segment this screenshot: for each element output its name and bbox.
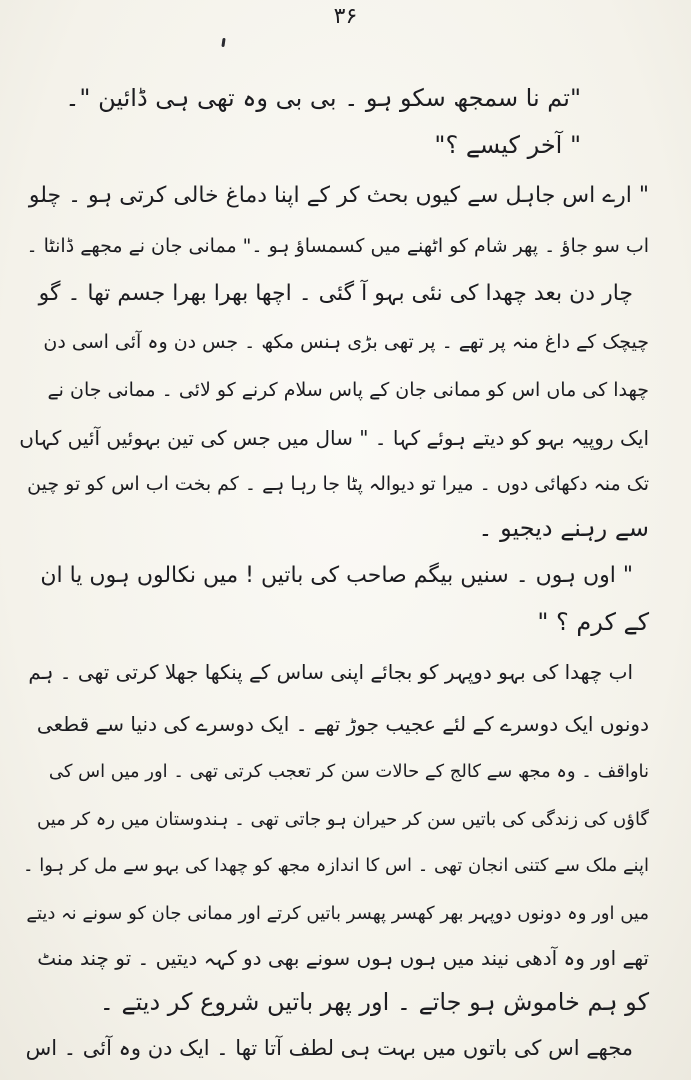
text-line-7: چھدا کی ماں اس کو ممانی جان کے پاس سلام کرنے کو لائی ۔ ممانی جان نے [47, 379, 649, 401]
text-line-4: اب سو جاؤ ۔ پھر شام کو اٹھنے میں کسمساؤ ہو ۔" ممانی جان نے مجھے ڈانٹا ۔ [26, 235, 649, 257]
text-line-16: گاؤں کی زندگی کی باتیں سن کر حیران ہو جاتی تھی ۔ ہندوستان میں رہ کر میں [37, 809, 649, 830]
text-line-9: تک منہ دکھائی دوں ۔ میرا تو دیوالہ پٹا جا رہا ہے ۔ کم بخت اب اس کو تو چین [27, 473, 649, 495]
text-line-20: کو ہم خاموش ہو جاتے ۔ اور پھر باتیں شروع کر دیتے ۔ [99, 988, 649, 1016]
text-line-14: دونوں ایک دوسرے کے لئے عجیب جوڑ تھے ۔ ایک دوسرے کی دنیا سے قطعی [36, 712, 649, 736]
text-line-13: اب چھدا کی بہو دوپہر کو بجائے اپنی ساس کے پنکھا جھلا کرتی تھی ۔ ہم [28, 660, 633, 684]
text-line-12: کے کرم ؟ " [537, 608, 649, 636]
text-line-1: "تم نا سمجھ سکو ہو ۔ بی بی وہ تھی ہی ڈائین "۔ [65, 84, 581, 112]
page-number: ۳۶ [333, 4, 358, 29]
text-line-10: سے رہنے دیجیو ۔ [478, 514, 649, 542]
ink-mark [221, 38, 225, 47]
text-line-3: " ارے اس جاہل سے کیوں بحث کر کے اپنا دماغ خالی کرتی ہو ۔ چلو [28, 183, 649, 208]
text-line-18: میں اور وہ دونوں دوپہر بھر کھسر پھسر باتیں کرتے اور ممانی جان کو سونے نہ دیتے [26, 903, 649, 924]
text-line-19: تھے اور وہ آدھی نیند میں ہوں ہوں سونے بھی دو کہہ دیتیں ۔ تو چند منٹ [37, 946, 649, 970]
text-line-5: چار دن بعد چھدا کی نئی بہو آ گئی ۔ اچھا بھرا بھرا جسم تھا ۔ گو [38, 281, 633, 306]
text-line-15: ناواقف ۔ وہ مجھ سے کالج کے حالات سن کر تعجب کرتی تھی ۔ اور میں اس کی [48, 761, 649, 782]
text-line-17: اپنے ملک سے کتنی انجان تھی ۔ اس کا اندازہ مجھ کو چھدا کی بہو سے مل کر ہوا ۔ [23, 855, 649, 876]
text-line-21: مجھے اس کی باتوں میں بہت ہی لطف آتا تھا ۔ ایک دن وہ آئی ۔ اس [25, 1036, 633, 1060]
text-line-6: چیچک کے داغ منہ پر تھے ۔ پر تھی بڑی ہنس مکھ ۔ جس دن وہ آئی اسی دن [43, 331, 649, 353]
text-line-8: ایک روپیہ بہو کو دیتے ہوئے کہا ۔ " سال میں جس کی تین بہوئیں آئیں کہاں [19, 426, 649, 450]
text-line-2: " آخر کیسے ؟" [434, 131, 581, 159]
text-line-11: " اوں ہوں ۔ سنیں بیگم صاحب کی باتیں ! میں نکالوں ہوں یا ان [40, 563, 633, 588]
